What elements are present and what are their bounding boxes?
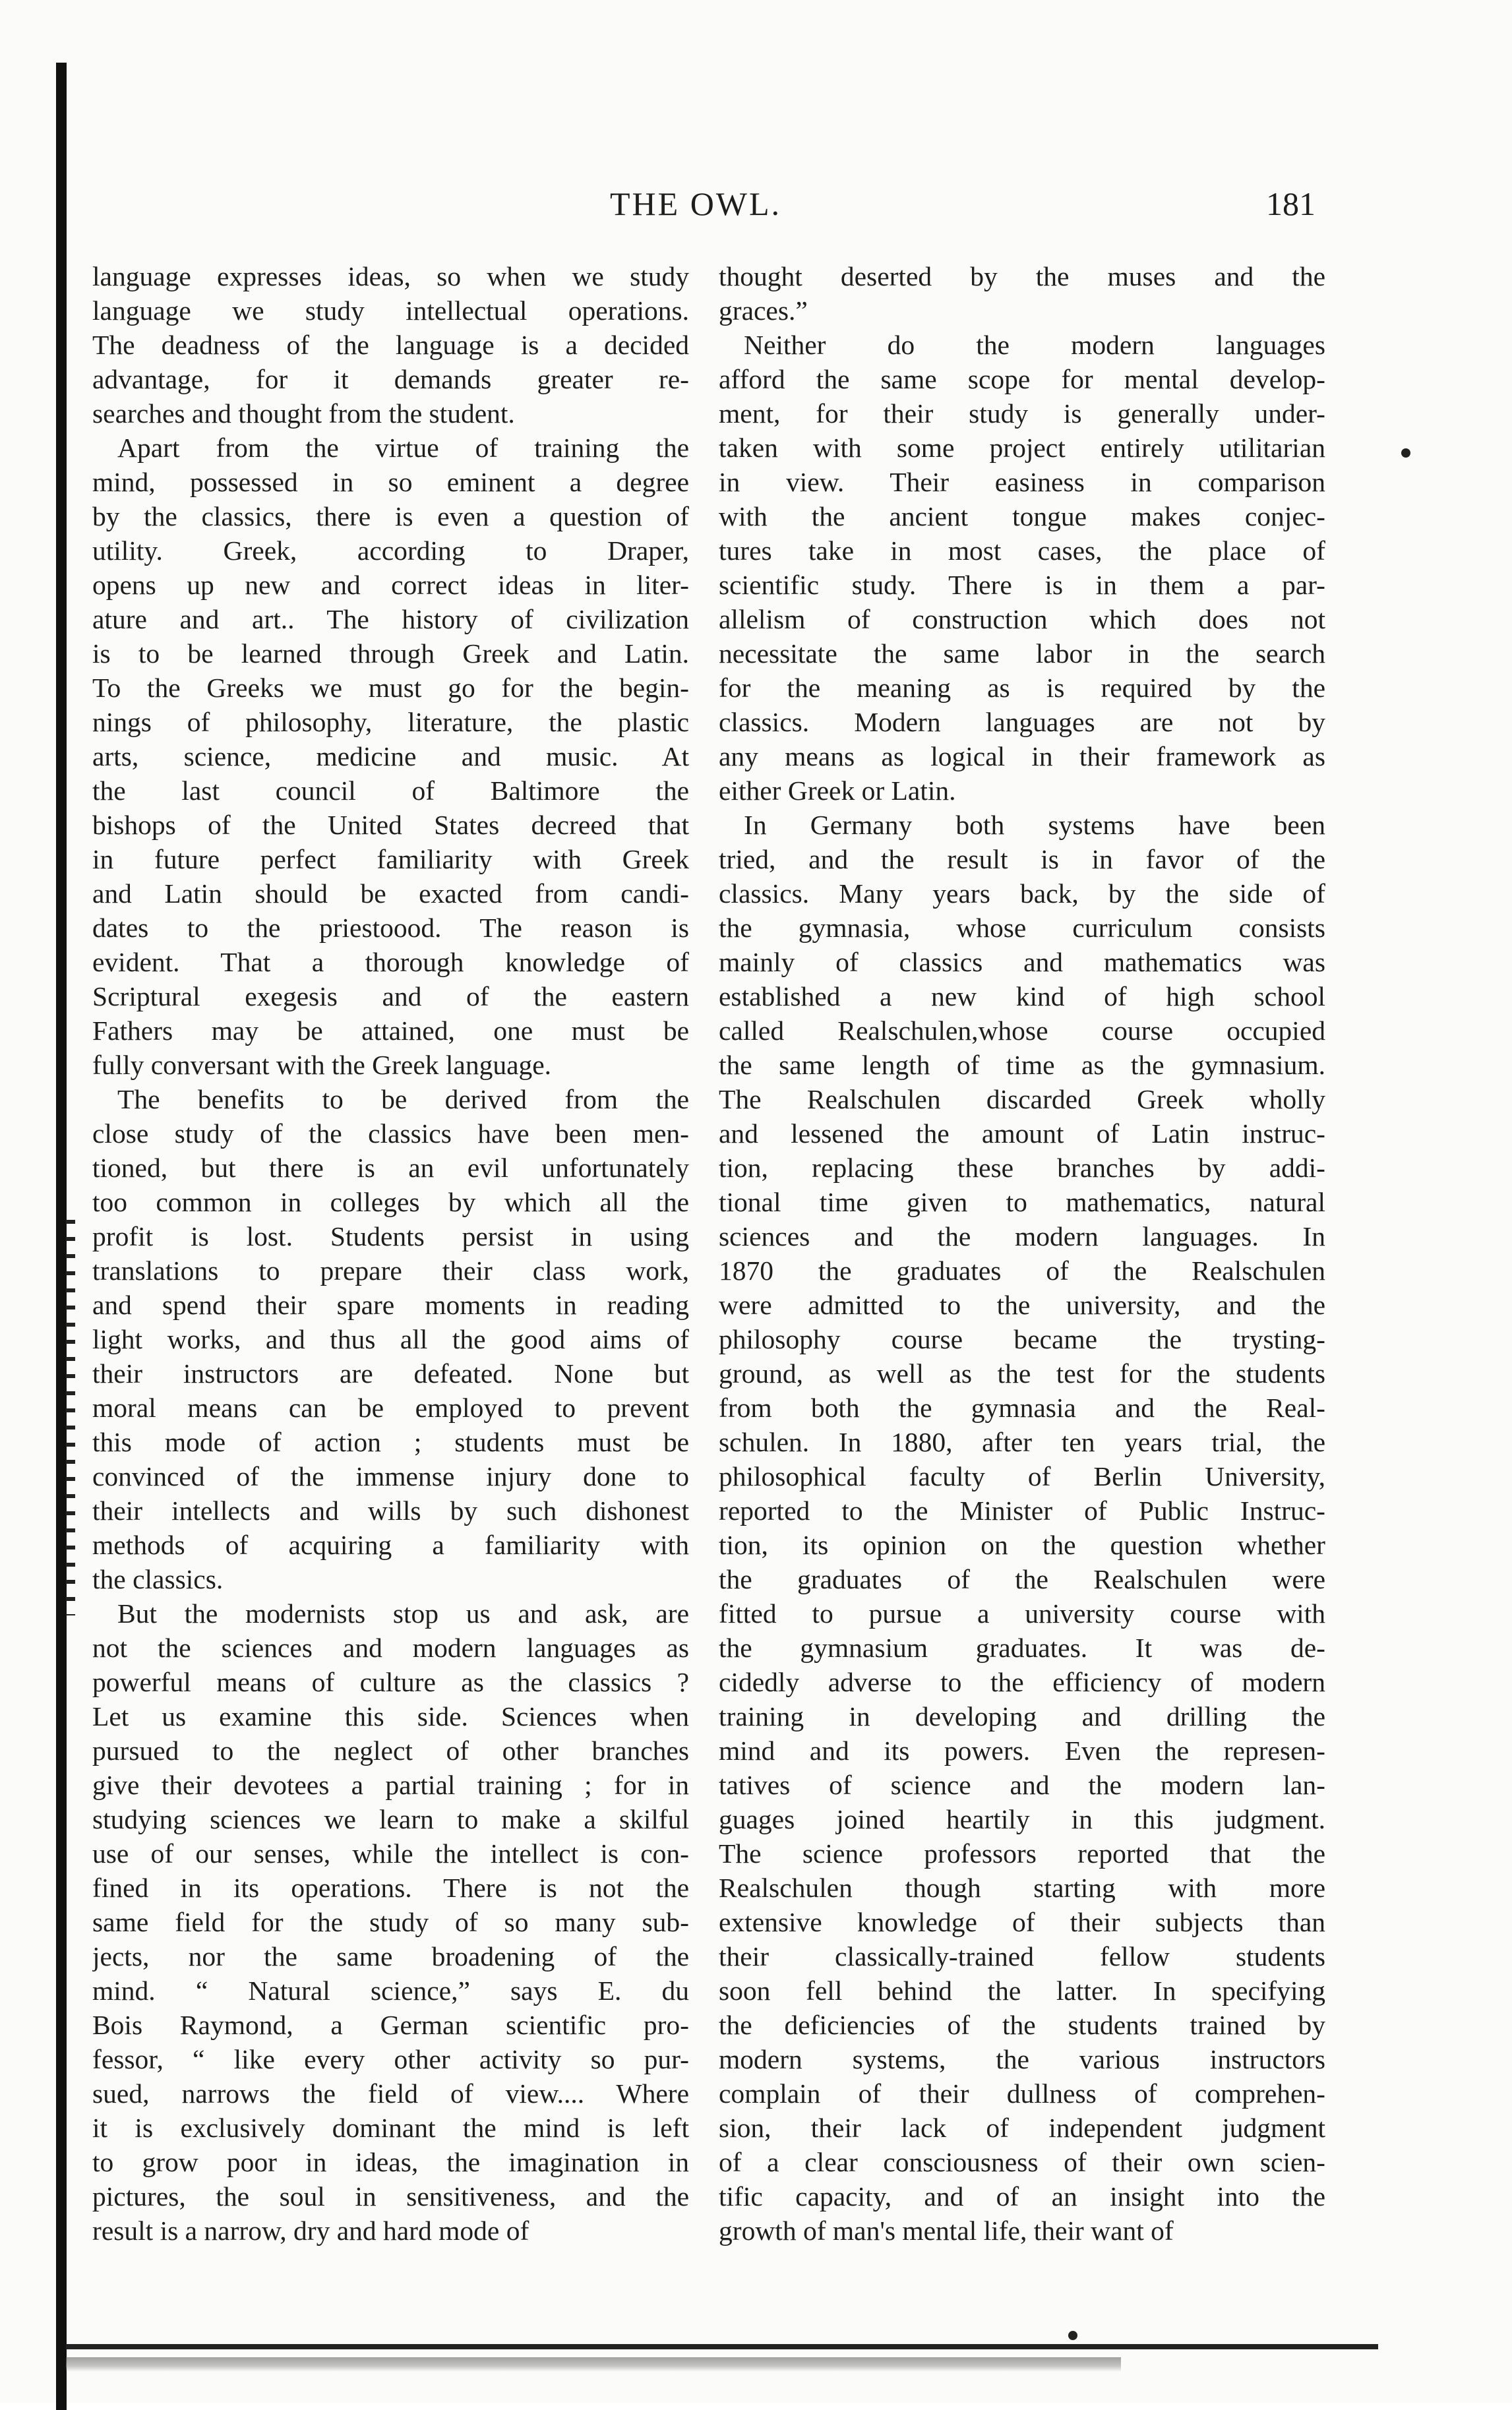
text-line: Realschulen though starting with more: [719, 1873, 1325, 1903]
text-line: studying sciences we learn to make a skilful: [92, 1804, 689, 1834]
text-line: mind and its powers. Even the represen-: [719, 1735, 1325, 1766]
text-line: in view. Their easiness in comparison: [719, 467, 1325, 497]
text-line: too common in colleges by which all the: [92, 1187, 689, 1217]
text-line: methods of acquiring a familiarity with: [92, 1530, 689, 1560]
text-line: Apart from the virtue of training the: [117, 433, 689, 463]
text-line: advantage, for it demands greater re-: [92, 364, 689, 394]
text-line: tried, and the result is in favor of the: [719, 844, 1325, 874]
text-line: fined in its operations. There is not the: [92, 1873, 689, 1903]
text-line: sion, their lack of independent judgment: [719, 2113, 1325, 2143]
text-line: 1870 the graduates of the Realschulen: [719, 1255, 1325, 1286]
stray-dot: [1401, 448, 1410, 458]
text-line: allelism of construction which does not: [719, 604, 1325, 634]
text-line: not the sciences and modern languages as: [92, 1633, 689, 1663]
text-line: arts, science, medicine and music. At: [92, 741, 689, 771]
text-line: classics. Many years back, by the side of: [719, 878, 1325, 909]
text-line: cidedly adverse to the efficiency of modern: [719, 1667, 1325, 1697]
text-line: close study of the classics have been men-: [92, 1118, 689, 1149]
text-line: necessitate the same labor in the search: [719, 638, 1325, 669]
text-line: To the Greeks we must go for the begin-: [92, 673, 689, 703]
text-line: and spend their spare moments in reading: [92, 1290, 689, 1320]
text-line: nings of philosophy, literature, the plastic: [92, 707, 689, 737]
text-line: the last council of Baltimore the: [92, 775, 689, 806]
text-line: modern systems, the various instructors: [719, 2044, 1325, 2074]
text-line: any means as logical in their framework as: [719, 741, 1325, 771]
stray-dot: [1068, 2331, 1077, 2340]
text-line: and Latin should be exacted from candi-: [92, 878, 689, 909]
text-line: training in developing and drilling the: [719, 1701, 1325, 1732]
text-line: this mode of action ; students must be: [92, 1427, 689, 1457]
text-line: ground, as well as the test for the students: [719, 1358, 1325, 1389]
text-line: powerful means of culture as the classics ?: [92, 1667, 689, 1697]
text-line: light works, and thus all the good aims of: [92, 1324, 689, 1354]
text-line: established a new kind of high school: [719, 981, 1325, 1011]
text-line: and lessened the amount of Latin instruc-: [719, 1118, 1325, 1149]
bottom-rule: [66, 2344, 1378, 2349]
text-line: soon fell behind the latter. In specifying: [719, 1975, 1325, 2006]
text-line: in future perfect familiarity with Greek: [92, 844, 689, 874]
left-text-column: [92, 259, 689, 2248]
text-line: philosophy course became the trysting-: [719, 1324, 1325, 1354]
text-line: the graduates of the Realschulen were: [719, 1564, 1325, 1594]
text-line: the deficiencies of the students trained by: [719, 2010, 1325, 2040]
text-line: is to be learned through Greek and Latin.: [92, 638, 689, 669]
text-line: by the classics, there is even a question of: [92, 501, 689, 531]
text-line: either Greek or Latin.: [719, 775, 956, 806]
text-line: philosophical faculty of Berlin University,: [719, 1461, 1325, 1491]
text-line: The science professors reported that the: [719, 1838, 1325, 1869]
text-line: fully conversant with the Greek language.: [92, 1050, 552, 1080]
text-line: the same length of time as the gymnasium.: [719, 1050, 1325, 1080]
text-line: ature and art.. The history of civilization: [92, 604, 689, 634]
text-line: bishops of the United States decreed that: [92, 810, 689, 840]
text-line: same field for the study of so many sub-: [92, 1907, 689, 1937]
text-line: the classics.: [92, 1564, 224, 1594]
text-line: The benefits to be derived from the: [117, 1084, 689, 1114]
text-line: jects, nor the same broadening of the: [92, 1941, 689, 1972]
text-line: sued, narrows the field of view.... Where: [92, 2078, 689, 2109]
text-line: from both the gymnasia and the Real-: [719, 1393, 1325, 1423]
text-line: tific capacity, and of an insight into the: [719, 2181, 1325, 2212]
running-title: THE OWL.: [610, 185, 782, 222]
text-line: Bois Raymond, a German scientific pro-: [92, 2010, 689, 2040]
text-line: fessor, “ like every other activity so pur-: [92, 2044, 689, 2074]
text-line: complain of their dullness of comprehen-: [719, 2078, 1325, 2109]
text-line: The Realschulen discarded Greek wholly: [719, 1084, 1325, 1114]
text-line: growth of man's mental life, their want of: [719, 2215, 1174, 2246]
text-line: mainly of classics and mathematics was: [719, 947, 1325, 977]
text-line: dates to the priestoood. The reason is: [92, 913, 689, 943]
text-line: moral means can be employed to prevent: [92, 1393, 689, 1423]
text-line: mind. “ Natural science,” says E. du: [92, 1975, 689, 2006]
text-line: result is a narrow, dry and hard mode of: [92, 2215, 529, 2246]
text-line: scientific study. There is in them a par-: [719, 570, 1325, 600]
text-line: the gymnasium graduates. It was de-: [719, 1633, 1325, 1663]
text-line: Neither do the modern languages: [744, 330, 1325, 360]
text-line: tion, replacing these branches by addi-: [719, 1153, 1325, 1183]
text-line: searches and thought from the student.: [92, 398, 515, 429]
text-line: Let us examine this side. Sciences when: [92, 1701, 689, 1732]
text-line: graces.”: [719, 295, 808, 326]
text-line: guages joined heartily in this judgment.: [719, 1804, 1325, 1834]
text-line: tatives of science and the modern lan-: [719, 1770, 1325, 1800]
text-line: Scriptural exegesis and of the eastern: [92, 981, 689, 1011]
text-line: classics. Modern languages are not by: [719, 707, 1325, 737]
text-line: tioned, but there is an evil unfortunately: [92, 1153, 689, 1183]
running-head: [0, 185, 1512, 231]
page-number: 181: [1266, 185, 1315, 222]
text-line: language we study intellectual operations.: [92, 295, 689, 326]
binding-edge-shadow: [56, 63, 67, 2410]
text-line: convinced of the immense injury done to: [92, 1461, 689, 1491]
text-line: pictures, the soul in sensitiveness, and the: [92, 2181, 689, 2212]
text-line: their intellects and wills by such dishonest: [92, 1495, 689, 1526]
text-line: In Germany both systems have been: [744, 810, 1325, 840]
text-line: taken with some project entirely utilitarian: [719, 433, 1325, 463]
text-line: pursued to the neglect of other branches: [92, 1735, 689, 1766]
text-line: mind, possessed in so eminent a degree: [92, 467, 689, 497]
text-line: sciences and the modern languages. In: [719, 1221, 1325, 1251]
text-line: thought deserted by the muses and the: [719, 261, 1325, 291]
text-line: tures take in most cases, the place of: [719, 535, 1325, 566]
text-line: were admitted to the university, and the: [719, 1290, 1325, 1320]
text-line: schulen. In 1880, after ten years trial, the: [719, 1427, 1325, 1457]
text-line: profit is lost. Students persist in using: [92, 1221, 689, 1251]
bottom-edge-shadow: [66, 2357, 1121, 2372]
text-line: called Realschulen,whose course occupied: [719, 1015, 1325, 1046]
text-line: extensive knowledge of their subjects than: [719, 1907, 1325, 1937]
text-line: use of our senses, while the intellect is con-: [92, 1838, 689, 1869]
text-line: The deadness of the language is a decided: [92, 330, 689, 360]
text-line: of a clear consciousness of their own scien-: [719, 2147, 1325, 2177]
text-line: to grow poor in ideas, the imagination in: [92, 2147, 689, 2177]
text-line: evident. That a thorough knowledge of: [92, 947, 689, 977]
text-line: for the meaning as is required by the: [719, 673, 1325, 703]
text-line: language expresses ideas, so when we study: [92, 261, 689, 291]
text-line: their classically-trained fellow students: [719, 1941, 1325, 1972]
text-line: fitted to pursue a university course with: [719, 1598, 1325, 1629]
text-line: their instructors are defeated. None but: [92, 1358, 689, 1389]
text-line: it is exclusively dominant the mind is left: [92, 2113, 689, 2143]
binding-specks: [66, 1220, 75, 1615]
text-line: tional time given to mathematics, natural: [719, 1187, 1325, 1217]
right-text-column: [719, 259, 1325, 2248]
text-line: with the ancient tongue makes conjec-: [719, 501, 1325, 531]
text-line: the gymnasia, whose curriculum consists: [719, 913, 1325, 943]
text-line: afford the same scope for mental develop-: [719, 364, 1325, 394]
text-line: translations to prepare their class work,: [92, 1255, 689, 1286]
text-line: reported to the Minister of Public Instruc-: [719, 1495, 1325, 1526]
text-line: give their devotees a partial training ; for in: [92, 1770, 689, 1800]
text-line: Fathers may be attained, one must be: [92, 1015, 689, 1046]
text-line: tion, its opinion on the question whether: [719, 1530, 1325, 1560]
text-line: utility. Greek, according to Draper,: [92, 535, 689, 566]
text-line: But the modernists stop us and ask, are: [117, 1598, 689, 1629]
text-line: opens up new and correct ideas in liter-: [92, 570, 689, 600]
text-line: ment, for their study is generally under-: [719, 398, 1325, 429]
